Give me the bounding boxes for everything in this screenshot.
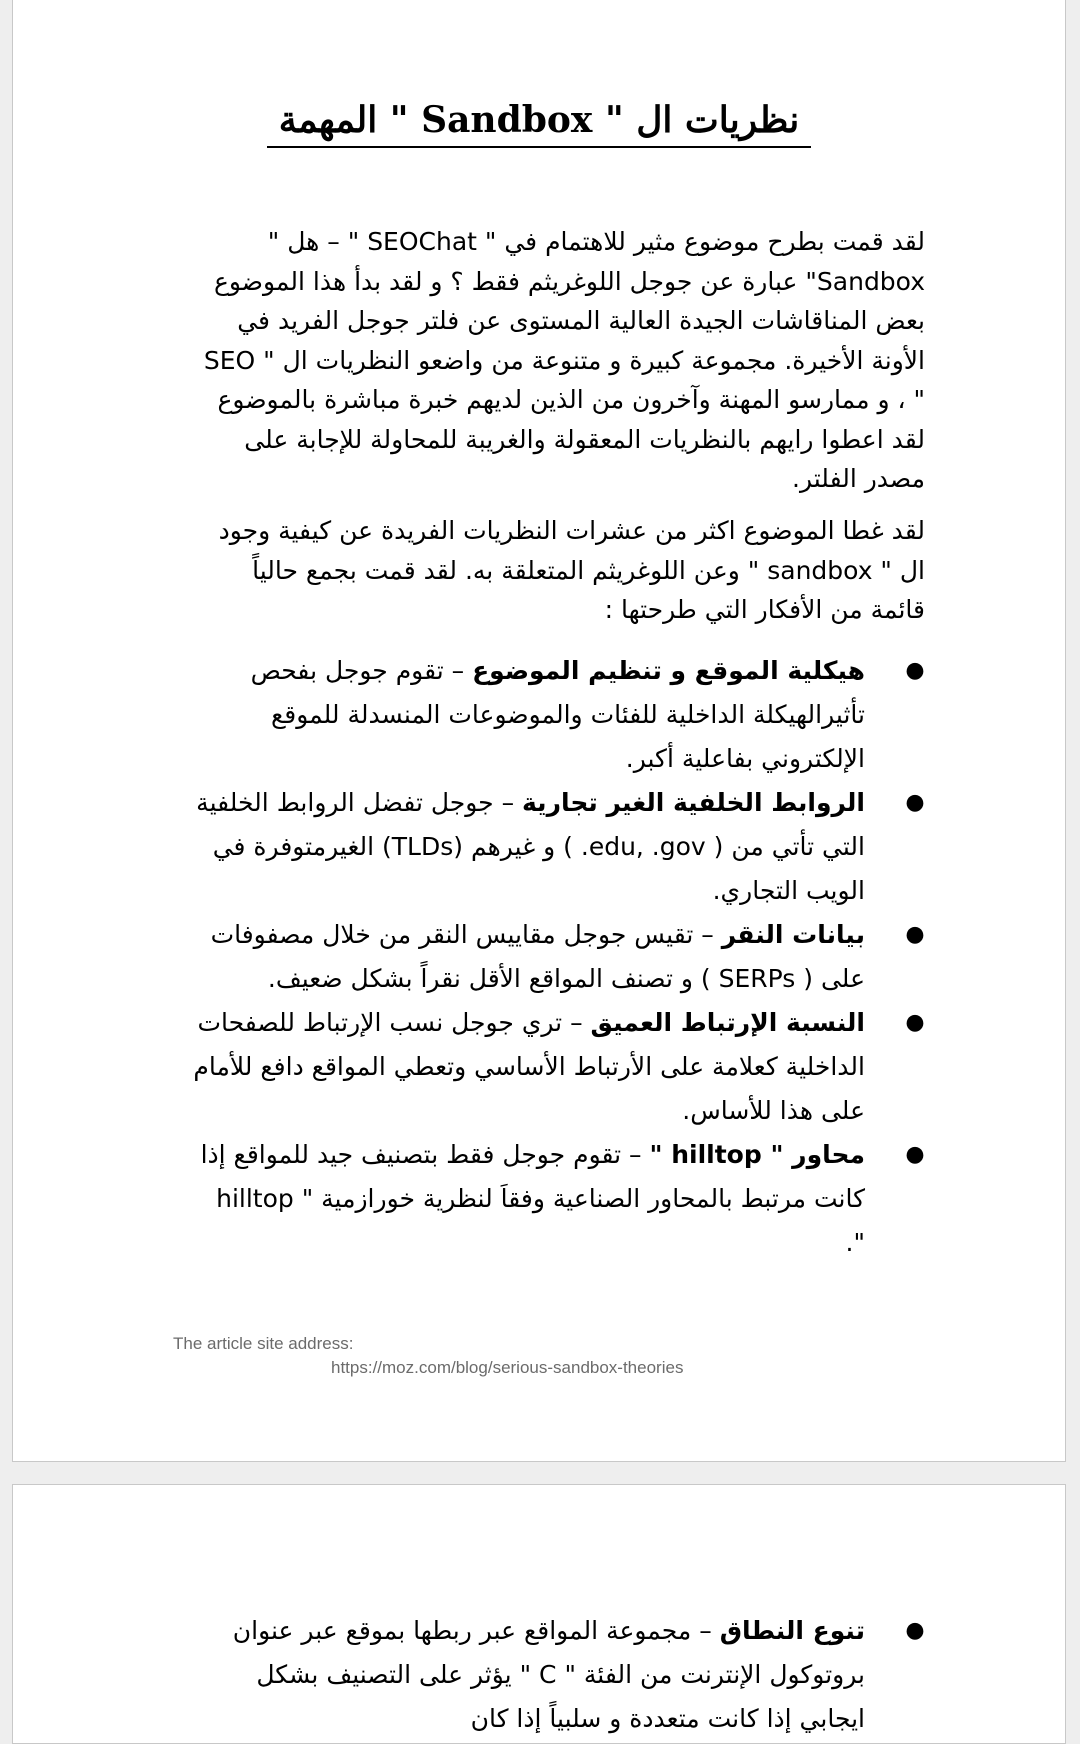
list-item	[190, 1001, 925, 1133]
list-item-text: – تقيس جوجل مقاييس النقر من خلال مصفوفات على ( SERPs ) و تصنف المواقع الأقل نقراً بشكل ضعيف.	[210, 920, 865, 993]
theory-list-continued	[190, 1609, 925, 1741]
paragraph-theories-summary: لقد غطا الموضوع اكثر من عشرات النظريات الفريدة عن كيفية وجود ال " sandbox " وعن اللوغريثم المتعلقة به. لقد قمت بجمع حالياً قائمة من الأفكار التي طرحتها :	[218, 516, 925, 624]
document-title	[13, 94, 1065, 148]
site-address-label: The article site address:	[173, 1334, 354, 1353]
list-item	[190, 913, 925, 1001]
bullet-icon: ●	[905, 1142, 925, 1167]
bullet-icon: ●	[905, 922, 925, 947]
theory-list	[190, 649, 925, 1265]
list-item-text: – تقوم جوجل بفحص تأثيرالهيكلة الداخلية للفئات والموضوعات المنسدلة للموقع الإلكتروني بفاعلية أكبر.	[250, 656, 865, 773]
list-item-text: – تري جوجل نسب الإرتباط للصفحات الداخلية كعلامة على الأرتباط الأساسي وتعطي المواقع دافع للأمام على هذا للأساس.	[193, 1008, 865, 1125]
list-item-title: الروابط الخلفية الغير تجارية	[522, 788, 865, 817]
list-item	[190, 1609, 925, 1741]
bullet-icon: ●	[905, 1010, 925, 1035]
list-item	[190, 649, 925, 781]
list-item-title: بيانات النقر	[721, 920, 865, 949]
bullet-icon: ●	[905, 658, 925, 683]
list-item	[190, 781, 925, 913]
document-page-1	[12, 0, 1066, 1462]
bullet-icon: ●	[905, 1618, 925, 1643]
paragraph-intro: لقد قمت بطرح موضوع مثير للاهتمام في " SEOChat " – هل " Sandbox" عبارة عن جوجل اللوغريثم فقط ؟ و لقد بدأ هذا الموضوع بعض المناقاشات الجيدة العالية المستوى عن فلتر جوجل الفريد في الأونة الأخيرة. مجموعة كبيرة و متنوعة من واضعو النظريات ال " SEO " ، و ممارسو المهنة وآخرون من الذين لديهم خبرة مباشرة بالموضوع لقد اعطوا رايهم بالنظريات المعقولة والغريبة للمحاولة للإجابة على مصدر الفلتر.	[203, 227, 925, 493]
list-item-text: – تقوم جوجل فقط بتصنيف جيد للمواقع إذا كانت مرتبط بالمحاور الصناعية وفقاَ لنظرية خورازمية " hilltop ".	[200, 1140, 865, 1257]
document-page-2	[12, 1484, 1066, 1744]
list-item	[190, 1133, 925, 1265]
document-title-text: نظريات ال " Sandbox " المهمة	[267, 94, 811, 148]
site-address-url: https://moz.com/blog/serious-sandbox-theories	[331, 1358, 684, 1377]
list-item-text: – جوجل تفضل الروابط الخلفية التي تأتي من ( edu, .gov. ) و غيرهم (TLDs) الغيرمتوفرة في الويب التجاري.	[196, 788, 865, 905]
list-item-title: النسبة الإرتباط العميق	[590, 1008, 865, 1037]
list-item-text: – مجموعة المواقع عبر ربطها بموقع عبر عنوان بروتوكول الإنترنت من الفئة " C " يؤثر على التصنيف بشكل ايجابي إذا كانت متعددة و سلبياً إذا كان	[232, 1616, 865, 1733]
list-item-title: تنوع النطاق	[719, 1616, 865, 1645]
list-item-title: هيكلية الموقع و تنظيم الموضوع	[472, 656, 865, 685]
list-item-title: محاور " hilltop "	[649, 1140, 865, 1169]
bullet-icon: ●	[905, 790, 925, 815]
